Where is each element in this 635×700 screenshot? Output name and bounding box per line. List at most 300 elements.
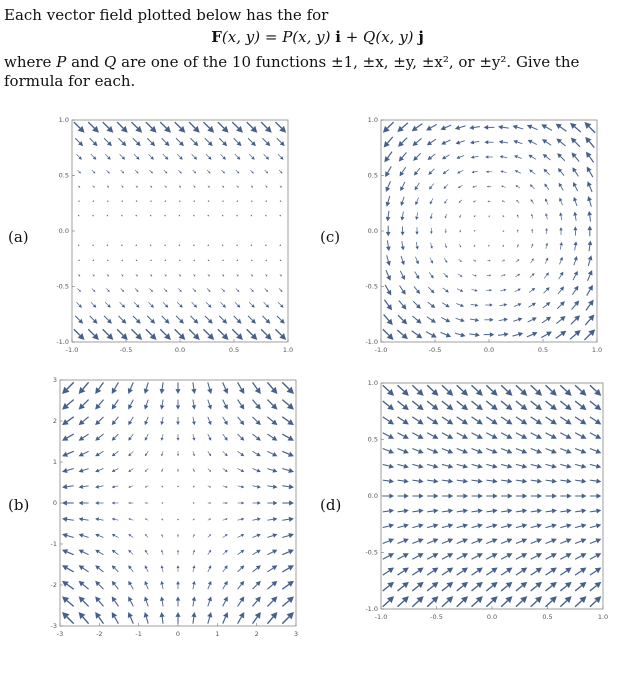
vector-arrow — [516, 200, 519, 203]
vector-arrow — [150, 215, 152, 217]
vector-arrow — [427, 523, 438, 528]
arrows — [74, 122, 286, 340]
vector-arrow — [223, 565, 228, 572]
vector-arrow — [222, 274, 224, 276]
vector-arrow — [546, 479, 557, 484]
vector-arrow — [472, 479, 483, 484]
vector-arrow — [252, 501, 260, 505]
vector-arrow — [62, 549, 74, 554]
vector-arrow — [208, 581, 212, 589]
vector-arrow — [250, 215, 252, 217]
vector-arrow — [383, 523, 394, 528]
vector-arrow — [584, 122, 595, 133]
x-tick-label: -1.0 — [374, 346, 388, 354]
vector-arrow — [427, 494, 438, 499]
vector-arrow — [177, 550, 179, 555]
vector-arrow — [106, 215, 108, 217]
y-tick-label: -0.5 — [365, 548, 378, 557]
vector-arrow — [560, 568, 571, 576]
x-tick-label: 0.5 — [228, 346, 240, 354]
vector-arrow — [383, 479, 394, 484]
vector-arrow — [587, 211, 592, 222]
vector-arrow — [261, 329, 272, 340]
vector-arrow — [383, 508, 394, 513]
vector-arrow — [222, 186, 224, 188]
plot-label-d: (d) — [320, 496, 342, 514]
vector-arrow — [412, 508, 423, 513]
vector-arrow — [250, 288, 253, 291]
vector-arrow — [397, 123, 408, 132]
vector-arrow — [590, 479, 601, 484]
vector-arrow — [546, 433, 557, 439]
vector-arrow — [275, 122, 286, 133]
vector-arrow — [559, 227, 562, 235]
vector-arrow — [457, 582, 468, 591]
y-tick-label: -1.0 — [365, 605, 378, 614]
vector-arrow — [95, 565, 103, 572]
vector-arrow — [457, 538, 468, 543]
vector-arrow — [488, 245, 490, 247]
vector-arrow — [279, 215, 281, 217]
vector-arrow — [587, 285, 593, 296]
vector-arrow — [500, 303, 508, 306]
axis-ticks — [365, 379, 608, 621]
vector-arrow — [118, 316, 126, 324]
vector-arrow — [128, 534, 133, 537]
vector-arrow — [426, 124, 437, 130]
vector-arrow — [590, 523, 601, 528]
vector-arrow — [235, 302, 240, 307]
vector-arrow — [238, 400, 245, 410]
vector-arrow — [441, 140, 450, 145]
vector-arrow — [541, 332, 552, 338]
vector-arrow — [469, 125, 480, 130]
vector-arrow — [546, 553, 557, 559]
vector-arrow — [398, 401, 409, 410]
vector-arrow — [412, 138, 421, 146]
vector-arrow — [237, 274, 239, 276]
vector-arrow — [145, 486, 148, 488]
x-tick-label: 0 — [175, 630, 181, 638]
vector-arrow — [62, 451, 74, 456]
vector-arrow — [442, 538, 453, 543]
vector-arrow — [559, 242, 562, 250]
vector-arrow — [398, 464, 409, 469]
vector-arrow — [95, 469, 103, 473]
vector-arrow — [221, 288, 224, 291]
x-tick-label: -0.5 — [430, 613, 443, 621]
vector-arrow — [383, 494, 394, 499]
vector-arrow — [501, 274, 506, 276]
vector-arrow — [445, 214, 447, 219]
vector-arrow — [236, 288, 239, 291]
vector-arrow — [560, 401, 571, 410]
vector-arrow — [128, 417, 133, 425]
vector-arrow — [575, 401, 586, 410]
vector-arrow — [208, 596, 212, 606]
vector-arrow — [575, 553, 586, 559]
vector-arrow — [472, 464, 483, 469]
vector-arrow — [455, 332, 466, 337]
vector-arrow — [223, 534, 228, 537]
vector-arrow — [457, 464, 468, 469]
vector-arrow — [472, 275, 477, 277]
vector-arrow — [472, 171, 478, 174]
x-tick-label: -2 — [96, 630, 103, 638]
vector-arrow — [531, 508, 542, 513]
vector-arrow — [471, 155, 479, 158]
vector-field-plot-c — [363, 108, 603, 360]
formula-lhs-args: (x, y) = — [221, 28, 283, 46]
vector-arrow — [128, 434, 133, 441]
vector-arrow — [128, 518, 133, 520]
vector-arrow — [386, 196, 391, 207]
vector-arrow — [79, 434, 89, 441]
vector-arrow — [542, 317, 551, 323]
vector-arrow — [160, 382, 165, 394]
vector-arrow — [62, 400, 74, 410]
vector-arrow — [250, 244, 252, 246]
vector-arrow — [484, 125, 495, 130]
x-tick-label: -1 — [135, 630, 142, 638]
vector-arrow — [121, 288, 124, 291]
vector-arrow — [237, 186, 239, 188]
vector-arrow — [457, 523, 468, 528]
vector-arrow — [207, 288, 210, 291]
vector-arrow — [223, 434, 228, 441]
vector-arrow — [178, 244, 180, 246]
vector-arrow — [590, 568, 601, 576]
x-tick-label: -0.5 — [119, 346, 133, 354]
vector-field-plot-a — [54, 108, 294, 360]
vector-arrow — [247, 122, 258, 133]
vector-arrow — [265, 288, 268, 291]
vector-arrow — [205, 316, 213, 324]
vector-arrow — [145, 434, 148, 441]
vector-arrow — [427, 317, 436, 323]
vector-arrow — [442, 155, 450, 160]
vector-arrow — [165, 274, 167, 276]
vector-arrow — [472, 553, 483, 559]
axis-ticks — [51, 376, 299, 638]
vector-arrow — [62, 565, 74, 572]
vector-arrow — [545, 198, 548, 204]
vector-arrow — [383, 464, 394, 469]
vector-arrow — [384, 314, 393, 325]
vector-arrow — [238, 565, 245, 572]
vector-arrow — [104, 316, 112, 324]
vector-arrow — [135, 170, 138, 173]
vector-arrow — [112, 451, 119, 456]
vector-arrow — [218, 329, 229, 340]
vector-arrow — [62, 581, 74, 589]
vector-arrow — [531, 464, 542, 469]
vector-arrow — [78, 200, 80, 202]
vector-arrow — [236, 200, 238, 202]
vector-arrow — [267, 581, 277, 589]
vector-arrow — [560, 596, 571, 607]
vector-arrow — [399, 300, 407, 309]
vector-arrow — [587, 226, 592, 237]
vector-arrow — [427, 596, 438, 607]
vector-arrow — [95, 550, 103, 555]
vector-arrow — [531, 582, 542, 591]
vector-arrow — [191, 382, 196, 394]
vector-arrow — [415, 272, 420, 280]
vector-arrow — [429, 184, 434, 190]
vector-arrow — [441, 318, 450, 323]
vector-arrow — [516, 259, 519, 262]
vector-arrow — [486, 596, 497, 607]
vector-arrow — [414, 286, 420, 294]
vector-arrow — [444, 273, 449, 278]
vector-arrow — [252, 485, 260, 489]
vector-arrow — [248, 316, 256, 324]
vector-arrow — [487, 200, 490, 202]
vector-arrow — [501, 596, 512, 607]
vector-arrow — [112, 469, 119, 472]
vector-arrow — [251, 186, 253, 188]
vector-arrow — [280, 186, 282, 188]
vector-arrow — [121, 200, 123, 202]
vector-arrow — [427, 553, 438, 559]
vector-arrow — [587, 166, 593, 177]
vector-arrow — [472, 385, 483, 396]
vector-arrow — [545, 213, 548, 219]
vector-arrow — [176, 417, 180, 425]
vector-arrow — [208, 469, 211, 472]
vector-arrow — [385, 285, 391, 296]
vector-arrow — [472, 401, 483, 410]
vector-arrow — [112, 400, 119, 410]
vector-arrow — [474, 230, 476, 232]
y-tick-label: -1 — [50, 540, 57, 549]
vector-arrow — [430, 228, 433, 234]
vector-arrow — [282, 517, 294, 522]
vector-arrow — [161, 434, 164, 441]
vector-arrow — [501, 185, 506, 187]
vector-arrow — [192, 154, 197, 159]
arrows — [383, 385, 602, 607]
vector-arrow — [531, 568, 542, 576]
vector-arrow — [179, 186, 181, 188]
vector-arrow — [546, 582, 557, 591]
vector-arrow — [587, 196, 592, 207]
vector-arrow — [121, 259, 123, 261]
vector-arrow — [112, 502, 119, 505]
vector-arrow — [234, 316, 242, 324]
vector-field-plot-b — [44, 374, 300, 636]
vector-arrow — [175, 612, 180, 624]
vector-arrow — [528, 303, 536, 308]
vector-arrow — [398, 449, 409, 454]
vector-arrow — [93, 186, 95, 188]
vector-arrow — [177, 486, 179, 488]
vector-arrow — [559, 272, 564, 280]
vector-arrow — [383, 122, 394, 133]
vector-arrow — [559, 198, 562, 206]
para-p: P — [56, 53, 67, 71]
vector-arrow — [92, 244, 94, 246]
vector-arrow — [112, 434, 119, 441]
vector-arrow — [501, 523, 512, 528]
vector-arrow — [221, 170, 224, 173]
vector-arrow — [275, 329, 286, 340]
vector-arrow — [189, 329, 200, 340]
vector-arrow — [412, 433, 423, 439]
vector-arrow — [251, 200, 253, 202]
vector-arrow — [232, 329, 243, 340]
vector-arrow — [542, 139, 551, 145]
vector-arrow — [223, 502, 228, 504]
vector-arrow — [383, 538, 394, 543]
vector-arrow — [223, 417, 228, 425]
vector-arrow — [383, 417, 394, 425]
vector-arrow — [150, 259, 152, 261]
vector-arrow — [587, 181, 592, 192]
y-tick-label: 0.5 — [58, 171, 69, 180]
vector-arrow — [459, 259, 462, 262]
vector-arrow — [203, 329, 214, 340]
vector-arrow — [427, 401, 438, 410]
vector-arrow — [516, 433, 527, 439]
vector-arrow — [472, 417, 483, 425]
vector-arrow — [560, 538, 571, 543]
vector-arrow — [160, 581, 164, 589]
vector-arrow — [192, 434, 195, 441]
vector-arrow — [161, 451, 163, 456]
vector-arrow — [79, 382, 89, 394]
vector-arrow — [62, 612, 74, 624]
vector-arrow — [398, 538, 409, 543]
vector-arrow — [79, 565, 89, 572]
vector-arrow — [486, 582, 497, 591]
vector-arrow — [516, 523, 527, 528]
vector-arrow — [262, 316, 270, 324]
vector-arrow — [128, 502, 133, 504]
vector-arrow — [501, 538, 512, 543]
vector-arrow — [442, 417, 453, 425]
vector-arrow — [531, 433, 542, 439]
vector-arrow — [401, 241, 405, 250]
vector-arrow — [415, 198, 418, 206]
vector-arrow — [484, 140, 493, 144]
vector-arrow — [500, 289, 506, 292]
vector-arrow — [575, 385, 586, 396]
vector-arrow — [106, 170, 109, 173]
vector-arrow — [502, 260, 505, 262]
vector-arrow — [280, 200, 282, 202]
vector-arrow — [238, 550, 245, 555]
vector-arrow — [487, 260, 490, 262]
vector-arrow — [267, 451, 277, 456]
vector-arrow — [136, 259, 138, 261]
vector-arrow — [252, 596, 260, 606]
vector-arrow — [456, 303, 464, 306]
vector-arrow — [78, 259, 80, 261]
vector-arrow — [442, 385, 453, 396]
vector-arrow — [572, 286, 578, 295]
vector-arrow — [584, 329, 595, 340]
vector-arrow — [412, 479, 423, 484]
vector-arrow — [128, 565, 133, 572]
vector-arrow — [383, 553, 394, 559]
vector-arrow — [386, 211, 391, 222]
vector-arrow — [222, 215, 224, 217]
vector-arrow — [238, 485, 245, 488]
vector-arrow — [442, 494, 453, 499]
formula-q-args: (x, y) — [375, 28, 419, 46]
vector-arrow — [265, 244, 267, 246]
y-tick-label: -0.5 — [365, 282, 378, 291]
vector-arrow — [107, 259, 109, 261]
vector-arrow — [558, 168, 564, 176]
vector-arrow — [487, 274, 492, 276]
vector-arrow — [546, 464, 557, 469]
vector-arrow — [192, 302, 197, 307]
y-tick-label: 0.0 — [367, 492, 378, 501]
vector-arrow — [531, 401, 542, 410]
vector-arrow — [571, 315, 580, 324]
vector-arrow — [575, 508, 586, 513]
vector-arrow — [415, 242, 418, 250]
vector-arrow — [208, 186, 210, 188]
vector-arrow — [383, 401, 394, 410]
vector-arrow — [398, 508, 409, 513]
vector-arrow — [222, 244, 224, 246]
vector-arrow — [95, 400, 103, 410]
vector-arrow — [249, 302, 254, 307]
vector-arrow — [503, 215, 505, 217]
vector-arrow — [164, 215, 166, 217]
vector-arrow — [88, 329, 99, 340]
vector-arrow — [412, 568, 423, 576]
vector-arrow — [529, 170, 535, 175]
vector-arrow — [135, 215, 137, 217]
vector-arrow — [400, 271, 405, 280]
vector-field-plot-d — [363, 375, 609, 633]
vector-arrow — [457, 494, 468, 499]
vector-arrow — [546, 449, 557, 454]
vector-arrow — [128, 596, 133, 606]
vector-arrow — [162, 316, 170, 324]
vector-arrow — [472, 523, 483, 528]
vector-arrow — [560, 449, 571, 454]
para-and: and — [66, 53, 105, 71]
vector-arrow — [121, 186, 123, 188]
vector-arrow — [575, 523, 586, 528]
vector-arrow — [428, 154, 436, 160]
vector-arrow — [278, 302, 283, 307]
vector-arrow — [147, 138, 155, 146]
vector-arrow — [144, 382, 149, 394]
vector-arrow — [252, 534, 260, 538]
vector-arrow — [412, 464, 423, 469]
intro-line: Each vector field plotted below has the for — [4, 6, 329, 24]
vector-arrow — [175, 382, 180, 394]
vector-arrow — [573, 197, 577, 206]
vector-arrow — [544, 169, 550, 175]
vector-arrow — [145, 451, 148, 456]
vector-arrow — [282, 596, 294, 606]
vector-arrow — [456, 318, 465, 322]
vector-arrow — [252, 517, 260, 521]
vector-arrow — [472, 508, 483, 513]
vector-arrow — [472, 433, 483, 439]
vector-arrow — [252, 550, 260, 555]
vector-arrow — [386, 226, 391, 237]
vector-arrow — [501, 494, 512, 499]
